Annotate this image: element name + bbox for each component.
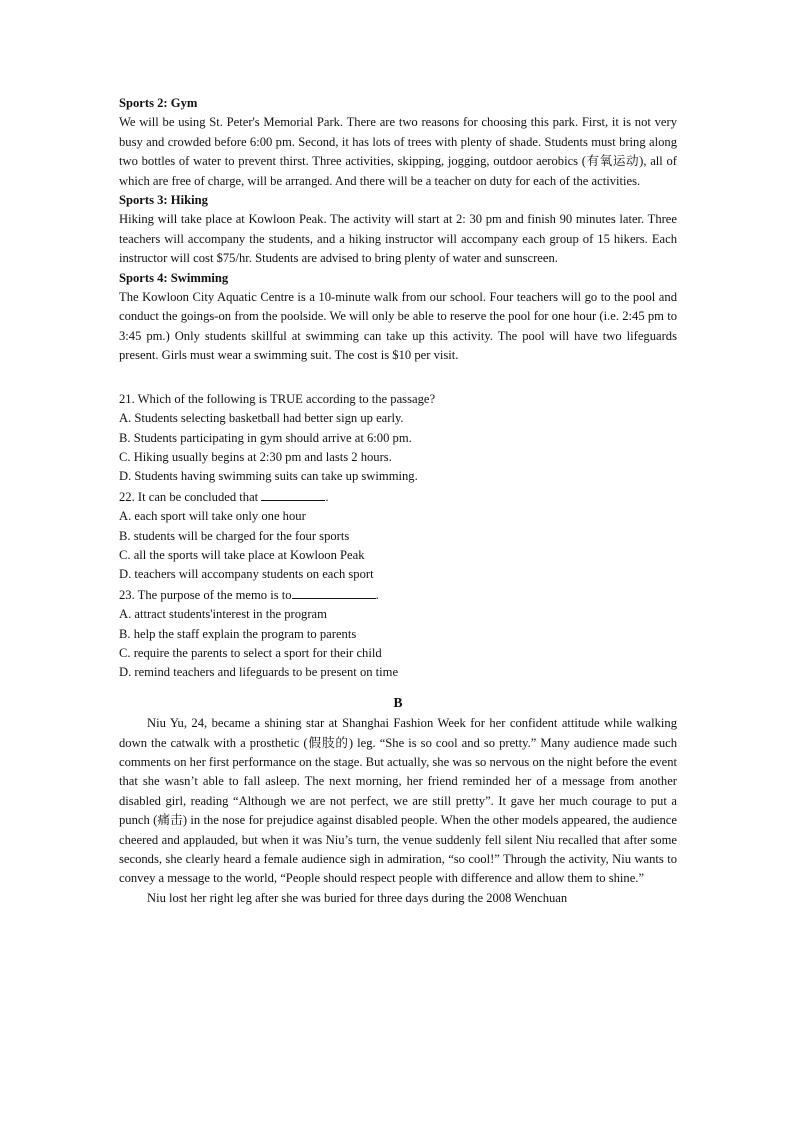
question-21-stem: 21. Which of the following is TRUE according to the passage? [119,391,436,406]
section-b-paragraph-1: Niu Yu, 24, became a shining star at Shanghai Fashion Week for her confident attitude while walking down the catwalk with a prosthetic (假肢的) leg. “She is so cool and so pretty.” Many audience made such comments on her first performance on the stage. But actually, she was so nervous on the night before the event that she wasn’t able to fall asleep. The next morning, her friend reminded her of a message from another disabled girl, reading “Although we are not perfect, we are still pretty”. It gave her much courage to put a punch (痛击) in the nose for prejudice against disabled people. When the other models appeared, the audience cheered and applauded, but when it was Niu’s turn, the venue suddenly fell silent Niu recalled that after some seconds, she clearly heard a female audience sigh in admiration, “so cool!” Through the activity, Niu wants to convey a message to the world, “People should respect people with difference and allow them to shine.” [119,716,677,886]
question-22-option-a: A. each sport will take only one hour [119,509,306,524]
question-22-option-c: C. all the sports will take place at Kowloon Peak [119,547,365,562]
question-23-option-c: C. require the parents to select a sport for their child [119,645,382,660]
question-22-stem: 22. It can be concluded that . [119,487,677,507]
answer-blank [292,585,376,599]
sports2-heading: Sports 2: Gym [119,96,198,110]
sports2-body: We will be using St. Peter's Memorial Park. There are two reasons for choosing this park. First, it is not very busy and crowded before 6:00 pm. Second, it has lots of trees with plenty of shade. Students must bring along two bottles of water to prevent thirst. Three activities, skipping, jogging, outdoor aerobics (有氧运动), all of which are free of charge, will be arranged. And there will be a teacher on duty for each of the activities. [119,115,677,188]
question-22-option-d: D. teachers will accompany students on each sport [119,567,374,582]
section-b-paragraph-2: Niu lost her right leg after she was buried for three days during the 2008 Wenchuan [147,890,568,905]
question-23-stem: 23. The purpose of the memo is to . [119,585,677,605]
answer-blank [261,487,325,501]
section-b-title: B [393,694,403,710]
section-gap [119,366,677,390]
question-23-option-a: A. attract students'interest in the program [119,607,327,622]
question-23-option-d: D. remind teachers and lifeguards to be present on time [119,665,399,680]
question-23-option-b: B. help the staff explain the program to parents [119,626,357,641]
question-22-option-b: B. students will be charged for the four sports [119,528,350,543]
sports3-heading: Sports 3: Hiking [119,193,208,208]
question-21-option-a: A. Students selecting basketball had better sign up early. [119,411,404,426]
sports3-body: Hiking will take place at Kowloon Peak. The activity will start at 2: 30 pm and finish 90 minutes later. Three teachers will accompany the students, and a hiking instructor will accompany each group of 15 hikers. Each instructor will cost $75/hr. Students are advised to bring plenty of water and sunscreen. [119,212,677,266]
sports4-heading: Sports 4: Swimming [119,270,229,285]
document-page [119,94,677,908]
question-21-option-d: D. Students having swimming suits can take up swimming. [119,469,418,484]
question-21-option-b: B. Students participating in gym should arrive at 6:00 pm. [119,430,412,445]
sports4-body: The Kowloon City Aquatic Centre is a 10-minute walk from our school. Four teachers will go to the pool and conduct the goings-on from the poolside. We will only be able to reserve the pool for one hour (i.e. 2:45 pm to 3:45 pm.) Only students skillful at swimming can take up this activity. The pool will have two lifeguards present. Girls must wear a swimming suit. The cost is $10 per visit. [119,290,677,363]
question-21-option-c: C. Hiking usually begins at 2:30 pm and lasts 2 hours. [119,449,392,464]
